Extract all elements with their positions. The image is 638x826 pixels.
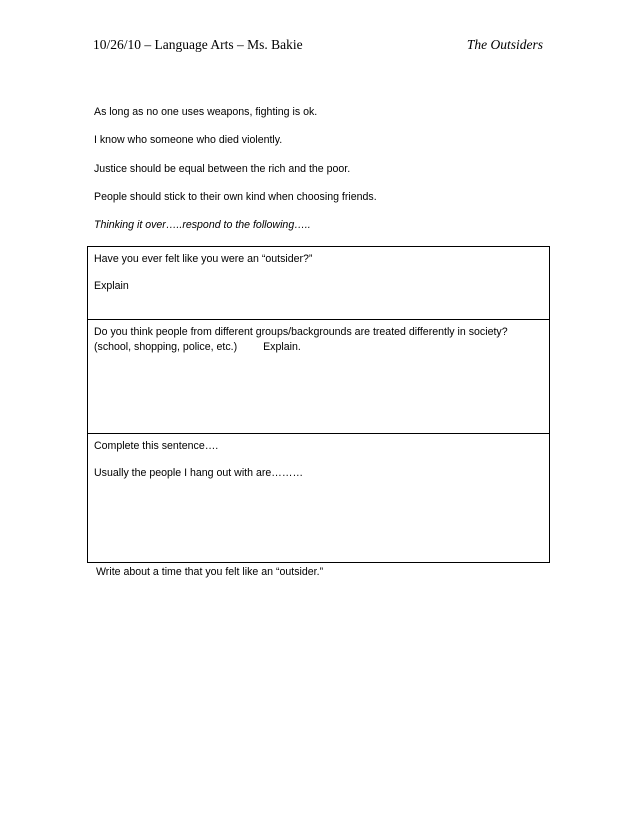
question-1-text: Have you ever felt like you were an “outsider?” [94, 253, 313, 265]
statement-3: Justice should be equal between the rich and the poor. [94, 163, 351, 175]
statement-4: People should stick to their own kind when choosing friends. [94, 191, 377, 203]
question-table [87, 246, 550, 563]
statement-2: I know who someone who died violently. [94, 134, 283, 146]
question-3-sentence-starter: Usually the people I hang out with are……… [94, 467, 304, 479]
question-2-text: Do you think people from different groups/backgrounds are treated differently in society? [94, 326, 508, 338]
header-book-title: The Outsiders [466, 37, 543, 52]
header-date-class: 10/26/10 – Language Arts – Ms. Bakie [93, 37, 303, 52]
question-2-explain: Explain. [263, 341, 301, 353]
page-header [93, 37, 543, 57]
statement-1: As long as no one uses weapons, fighting is ok. [94, 106, 318, 118]
reflection-prompt: Thinking it over…..respond to the following….. [94, 219, 311, 231]
question-3-text: Complete this sentence…. [94, 440, 219, 452]
final-writing-prompt: Write about a time that you felt like an “outsider.” [96, 566, 324, 578]
question-2-examples: (school, shopping, police, etc.) [94, 341, 238, 353]
question-cell-treatment[interactable] [88, 320, 549, 434]
question-cell-outsider[interactable] [88, 247, 549, 320]
question-cell-complete-sentence[interactable] [88, 434, 549, 562]
question-1-explain: Explain [94, 280, 129, 292]
